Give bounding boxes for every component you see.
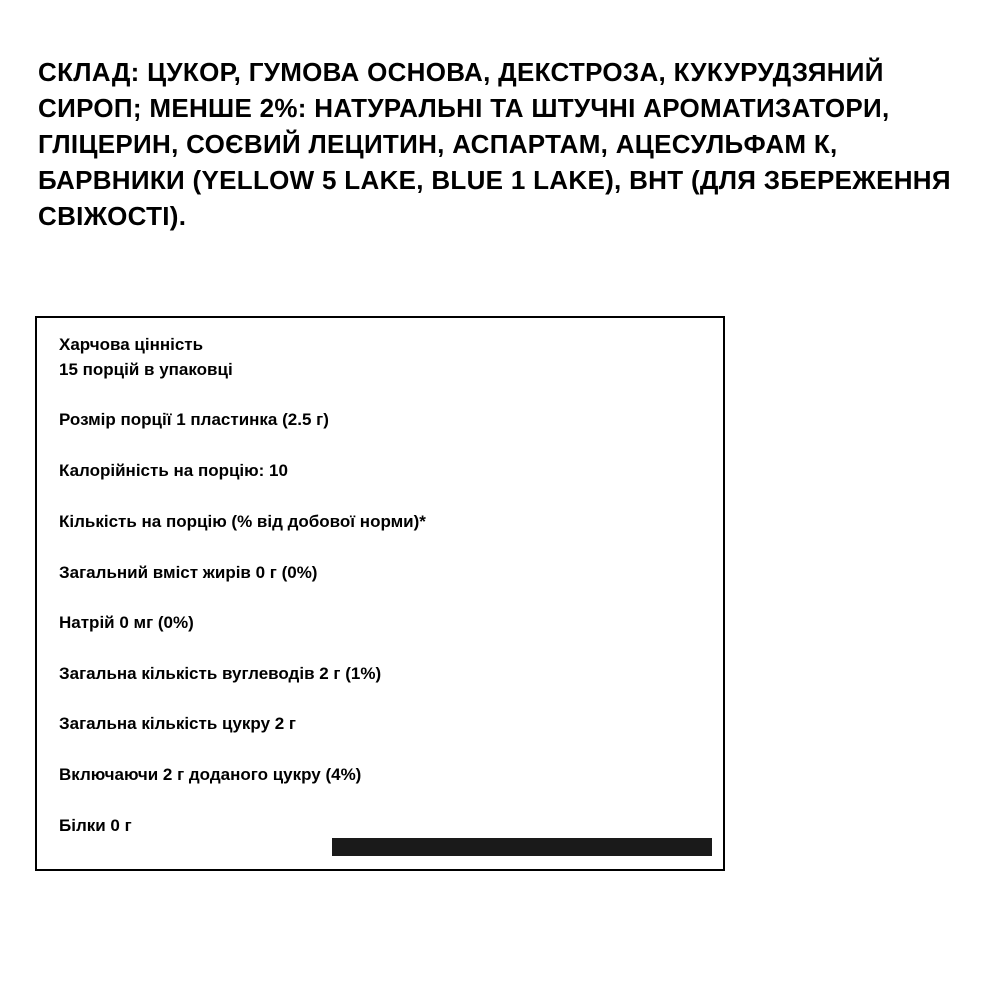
amount-per-serving-header: Кількість на порцію (% від добової норми)* bbox=[59, 512, 426, 531]
sodium-row: Натрій 0 мг (0%) bbox=[59, 613, 194, 632]
added-sugars-row: Включаючи 2 г доданого цукру (4%) bbox=[59, 765, 362, 784]
protein-row: Білки 0 г bbox=[59, 816, 132, 835]
total-carbs-row: Загальна кількість вуглеводів 2 г (1%) bbox=[59, 664, 382, 683]
nutrition-facts-panel bbox=[35, 316, 725, 871]
nutrition-title: Харчова цінність bbox=[59, 335, 204, 354]
total-fat-row: Загальний вміст жирів 0 г (0%) bbox=[59, 563, 318, 582]
calories-per-serving: Калорійність на порцію: 10 bbox=[59, 461, 288, 480]
ingredients-text: СКЛАД: ЦУКОР, ГУМОВА ОСНОВА, ДЕКСТРОЗА, КУКУРУДЗЯНИЙ СИРОП; МЕНШЕ 2%: НАТУРАЛЬНІ ТА ШТУЧНІ АРОМАТИЗАТОРИ, ГЛІЦЕРИН, СОЄВИЙ ЛЕЦИТИН, АСПАРТАМ, АЦЕСУЛЬФАМ К, БАРВНИКИ (YELLOW 5 LAKE, BLUE 1 LAKE), BHT (ДЛЯ ЗБЕРЕЖЕННЯ СВІЖОСТІ). bbox=[38, 57, 951, 231]
divider-bar bbox=[332, 838, 712, 856]
total-sugars-row: Загальна кількість цукру 2 г bbox=[59, 714, 297, 733]
serving-size: Розмір порції 1 пластинка (2.5 г) bbox=[59, 410, 329, 429]
servings-per-container: 15 порцій в упаковці bbox=[59, 360, 233, 379]
